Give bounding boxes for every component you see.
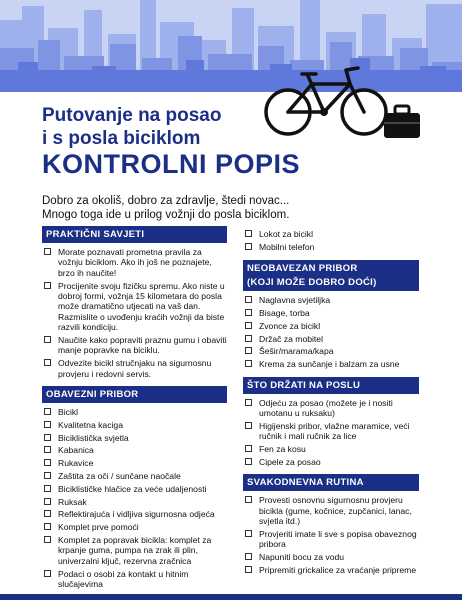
checkbox-icon[interactable]: [44, 472, 51, 479]
checkbox-icon[interactable]: [44, 421, 51, 428]
checklist-item: Šešir/marama/kapa: [243, 346, 419, 356]
section-heading: SVAKODNEVNA RUTINA: [243, 474, 419, 491]
checkbox-icon[interactable]: [245, 347, 252, 354]
checkbox-icon[interactable]: [245, 458, 252, 465]
checkbox-icon[interactable]: [44, 523, 51, 530]
intro-text: [42, 194, 442, 222]
checklist-item: Fen za kosu: [243, 444, 419, 454]
checkbox-icon[interactable]: [44, 459, 51, 466]
section-heading: NEOBAVEZAN PRIBOR (KOJI MOŽE DOBRO DOĆI): [243, 260, 419, 291]
checklist-item: Komplet za popravak bicikla: komplet za krpanje guma, pumpa na zrak ili plin, univerzalni ključ, rezervna zračnica: [42, 535, 227, 566]
checkbox-icon[interactable]: [44, 570, 51, 577]
checkbox-icon[interactable]: [245, 335, 252, 342]
right-column: [243, 226, 419, 582]
checkbox-icon[interactable]: [245, 230, 252, 237]
checklist: [42, 407, 227, 589]
checklist-item: Kvalitetna kaciga: [42, 420, 227, 430]
checkbox-icon[interactable]: [245, 566, 252, 573]
intro-line-2: Mnogo toga ide u prilog vožnji do posla biciklom.: [42, 209, 290, 221]
checkbox-icon[interactable]: [44, 485, 51, 492]
checkbox-icon[interactable]: [245, 309, 252, 316]
section-heading: PRAKTIČNI SAVJETI: [42, 226, 227, 243]
section-optional-gear: [243, 260, 419, 369]
checklist-item: Mobilni telefon: [243, 242, 419, 252]
checkbox-icon[interactable]: [44, 336, 51, 343]
checklist-item: Cipele za posao: [243, 457, 419, 467]
city-skyline-banner: [0, 0, 462, 92]
checkbox-icon[interactable]: [245, 399, 252, 406]
checklist-item: Ruksak: [42, 497, 227, 507]
checkbox-icon[interactable]: [44, 408, 51, 415]
checklist-item: Zvonce za bicikl: [243, 321, 419, 331]
checklist-item: Bisage, torba: [243, 308, 419, 318]
checklist-item: Procijenite svoju fizičku spremu. Ako niste u dobroj formi, vožnja 15 kilometara do posla može dramatično utjecati na vaš dan. Razmislite o uvođenju kraćih vožnji da biste razvili kondiciju.: [42, 281, 227, 333]
checkbox-icon[interactable]: [44, 282, 51, 289]
briefcase-icon: [382, 104, 422, 140]
checklist-item: Zaštita za oči / sunčane naočale: [42, 471, 227, 481]
checkbox-icon[interactable]: [245, 422, 252, 429]
checkbox-icon[interactable]: [245, 530, 252, 537]
checkbox-icon[interactable]: [245, 322, 252, 329]
checklist-item: Napuniti bocu za vodu: [243, 552, 419, 562]
checkbox-icon[interactable]: [245, 243, 252, 250]
checkbox-icon[interactable]: [245, 296, 252, 303]
checklist-item: Morate poznavati prometna pravila za vožnju biciklom. Ako ih još ne poznajete, brzo ih naučite!: [42, 247, 227, 278]
checkbox-icon[interactable]: [245, 496, 252, 503]
checklist-item: Odvezite bicikl stručnjaku na sigurnosnu provjeru i redovni servis.: [42, 358, 227, 379]
checklist-item: Držač za mobitel: [243, 334, 419, 344]
checkbox-icon[interactable]: [44, 536, 51, 543]
checkbox-icon[interactable]: [245, 445, 252, 452]
checklist-continued: [243, 229, 419, 252]
section-heading: OBAVEZNI PRIBOR: [42, 386, 227, 403]
checkbox-icon[interactable]: [44, 248, 51, 255]
checklist-item: Odjeću za posao (možete je i nositi umotanu u ruksaku): [243, 398, 419, 419]
checklist-item: Reflektirajuća i vidljiva sigurnosna odjeća: [42, 509, 227, 519]
checklist: [243, 295, 419, 369]
checklist-item: Naučite kako popraviti praznu gumu i obaviti manje popravke na biciklu.: [42, 335, 227, 356]
checklist-item: Naglavna svjetiljka: [243, 295, 419, 305]
checklist-item: Provjeriti imate li sve s popisa obaveznog pribora: [243, 529, 419, 550]
checklist-item: Podaci o osobi za kontakt u hitnim slučajevima: [42, 569, 227, 590]
checklist-item: Biciklističke hlačice za veće udaljenosti: [42, 484, 227, 494]
checkbox-icon[interactable]: [44, 498, 51, 505]
checklist-item: Provesti osnovnu sigurnosnu provjeru bicikla (gume, kočnice, zupčanici, lanac, svjetla itd.): [243, 495, 419, 526]
checklist: [42, 247, 227, 379]
checklist-item: Kabanica: [42, 445, 227, 455]
checklist-item: Lokot za bicikl: [243, 229, 419, 239]
page-title-line-1: Putovanje na posao: [42, 105, 222, 126]
section-heading: ŠTO DRŽATI NA POSLU: [243, 377, 419, 394]
footer-bar: [0, 594, 462, 600]
checklist-item: Higijenski pribor, vlažne maramice, veći ručnik i mali ručnik za lice: [243, 421, 419, 442]
left-column: [42, 226, 227, 596]
checklist-item: Rukavice: [42, 458, 227, 468]
page-title-main: KONTROLNI POPIS: [42, 149, 301, 179]
checkbox-icon[interactable]: [44, 446, 51, 453]
checklist-item: Pripremiti grickalice za vraćanje pripreme: [243, 565, 419, 575]
section-daily-routine: [243, 474, 419, 575]
checklist-item: Biciklistička svjetla: [42, 433, 227, 443]
checkbox-icon[interactable]: [44, 359, 51, 366]
checklist-item: Bicikl: [42, 407, 227, 417]
section-practical-tips: [42, 226, 227, 379]
bicycle-icon: [262, 62, 390, 140]
intro-line-1: Dobro za okoliš, dobro za zdravlje, štedi novac...: [42, 195, 290, 207]
section-required-gear: [42, 386, 227, 589]
checkbox-icon[interactable]: [44, 434, 51, 441]
checklist-item: Komplet prve pomoći: [42, 522, 227, 532]
checkbox-icon[interactable]: [245, 553, 252, 560]
checkbox-icon[interactable]: [44, 510, 51, 517]
checklist: [243, 398, 419, 468]
checklist-item: Krema za sunčanje i balzam za usne: [243, 359, 419, 369]
checklist: [243, 495, 419, 575]
page-title-line-2: i s posla biciklom: [42, 128, 201, 149]
section-keep-at-work: [243, 377, 419, 468]
checkbox-icon[interactable]: [245, 360, 252, 367]
